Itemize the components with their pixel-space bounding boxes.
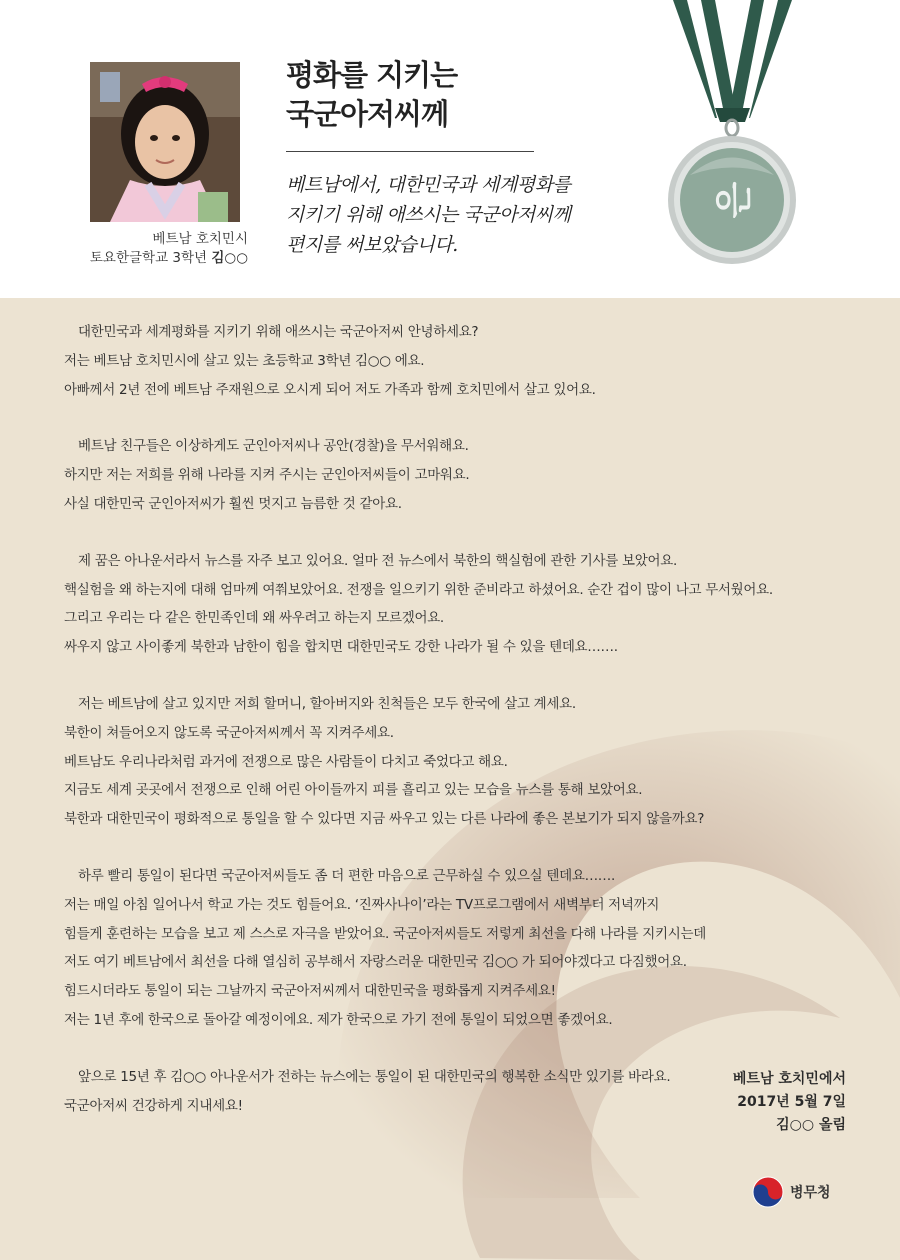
caption-grade-text: 토요한글학교 3학년 — [89, 250, 212, 266]
taegeuk-icon — [752, 1176, 784, 1208]
title-line-2: 국군아저씨께 — [286, 97, 449, 131]
medal-glyph: 은 — [712, 181, 756, 219]
mma-logo — [752, 1176, 831, 1208]
title-divider — [286, 151, 534, 152]
signature-from: 김○○ 올림 — [776, 1117, 846, 1133]
letter-line: 아빠께서 2년 전에 베트남 주재원으로 오시게 되어 저도 가족과 함께 호치민에서 살고 있어요. — [64, 381, 596, 398]
letter-line: 북한이 쳐들어오지 않도록 국군아저씨께서 꼭 지켜주세요. — [64, 724, 394, 741]
page-title — [286, 56, 457, 134]
caption-school-city: 베트남 호치민시 — [152, 231, 248, 247]
intro-line-1: 베트남에서, 대한민국과 세계평화를 — [286, 174, 571, 196]
letter-paragraph — [64, 318, 854, 404]
letter-line: 저는 매일 아침 일어나서 학교 가는 것도 힘들어요. ‘진짜사나이’라는 TV프로그램에서 새벽부터 저녁까지 — [64, 896, 660, 913]
letter-line: 지금도 세계 곳곳에서 전쟁으로 인해 어린 아이들까지 피를 흘리고 있는 모습을 뉴스를 통해 보았어요. — [64, 782, 643, 799]
title-line-1: 평화를 지키는 — [286, 58, 458, 92]
letter-line: 저는 1년 후에 한국으로 돌아갈 예정이에요. 제가 한국으로 가기 전에 통일이 되었으면 좋겠어요. — [64, 1011, 613, 1028]
student-photo — [90, 62, 240, 222]
letter-line: 하지만 저는 저희를 위해 나라를 지켜 주시는 군인아저씨들이 고마워요. — [64, 467, 470, 484]
letter-paragraph — [64, 690, 854, 834]
letter-paragraph — [64, 862, 854, 1035]
letter-line: 하루 빨리 통일이 된다면 국군아저씨들도 좀 더 편한 마음으로 근무하실 수 있으실 텐데요……. — [78, 867, 615, 884]
intro-line-3: 편지를 써보았습니다. — [286, 234, 458, 256]
caption-student-name: 김○○ — [211, 250, 248, 266]
signature-block — [733, 1068, 846, 1137]
letter-line: 국군아저씨 건강하게 지내세요! — [64, 1097, 243, 1114]
letter-line: 저는 베트남 호치민시에 살고 있는 초등학교 3학년 김○○ 에요. — [64, 352, 425, 369]
letter-line: 그리고 우리는 다 같은 한민족인데 왜 싸우려고 하는지 모르겠어요. — [64, 610, 444, 627]
header — [0, 0, 900, 298]
letter-line: 북한과 대한민국이 평화적으로 통일을 할 수 있다면 지금 싸우고 있는 다른 나라에 좋은 본보기가 되지 않을까요? — [64, 811, 705, 828]
letter-body — [64, 318, 854, 1148]
letter-line: 핵실험을 왜 하는지에 대해 엄마께 여쭤보았어요. 전쟁을 일으키기 위한 준비라고 하셨어요. 순간 겁이 많이 나고 무서웠어요. — [64, 581, 773, 598]
silver-medal-icon — [665, 0, 800, 300]
letter-line: 베트남도 우리나라처럼 과거에 전쟁으로 많은 사람들이 다치고 죽었다고 해요. — [64, 753, 508, 770]
signature-place: 베트남 호치민에서 — [732, 1071, 846, 1087]
student-caption — [70, 230, 248, 268]
handwritten-intro — [286, 170, 636, 260]
letter-line: 대한민국과 세계평화를 지키기 위해 애쓰시는 국군아저씨 안녕하세요? — [78, 324, 479, 340]
letter-line: 싸우지 않고 사이좋게 북한과 남한이 힘을 합치면 대한민국도 강한 나라가 될 수 있을 텐데요……. — [64, 639, 618, 656]
letter-paragraph — [64, 547, 854, 662]
letter-line: 사실 대한민국 군인아저씨가 훨씬 멋지고 늠름한 것 같아요. — [64, 495, 402, 512]
logo-label: 병무청 — [790, 1185, 831, 1201]
letter-line: 힘드시더라도 통일이 되는 그날까지 국군아저씨께서 대한민국을 평화롭게 지켜주세요! — [64, 983, 556, 1000]
intro-line-2: 지키기 위해 애쓰시는 국군아저씨께 — [286, 204, 571, 226]
caption-school-grade — [70, 249, 248, 268]
letter-paragraph — [64, 432, 854, 518]
letter-line: 앞으로 15년 후 김○○ 아나운서가 전하는 뉴스에는 통일이 된 대한민국의 행복한 소식만 있기를 바라요. — [78, 1068, 671, 1085]
letter-line: 저도 여기 베트남에서 최선을 다해 열심히 공부해서 자랑스러운 대한민국 김○○ 가 되어야겠다고 다짐했어요. — [64, 954, 687, 971]
letter-line: 베트남 친구들은 이상하게도 군인아저씨나 공안(경찰)을 무서워해요. — [78, 438, 469, 455]
letter-line: 제 꿈은 아나운서라서 뉴스를 자주 보고 있어요. 얼마 전 뉴스에서 북한의 핵실험에 관한 기사를 보았어요. — [78, 552, 677, 569]
letter-line: 저는 베트남에 살고 있지만 저희 할머니, 할아버지와 친척들은 모두 한국에 살고 계세요. — [78, 695, 576, 712]
letter-line: 힘들게 훈련하는 모습을 보고 제 스스로 자극을 받았어요. 국군아저씨들도 저렇게 최선을 다해 나라를 지키시는데 — [64, 925, 706, 942]
signature-date: 2017년 5월 7일 — [737, 1094, 846, 1110]
